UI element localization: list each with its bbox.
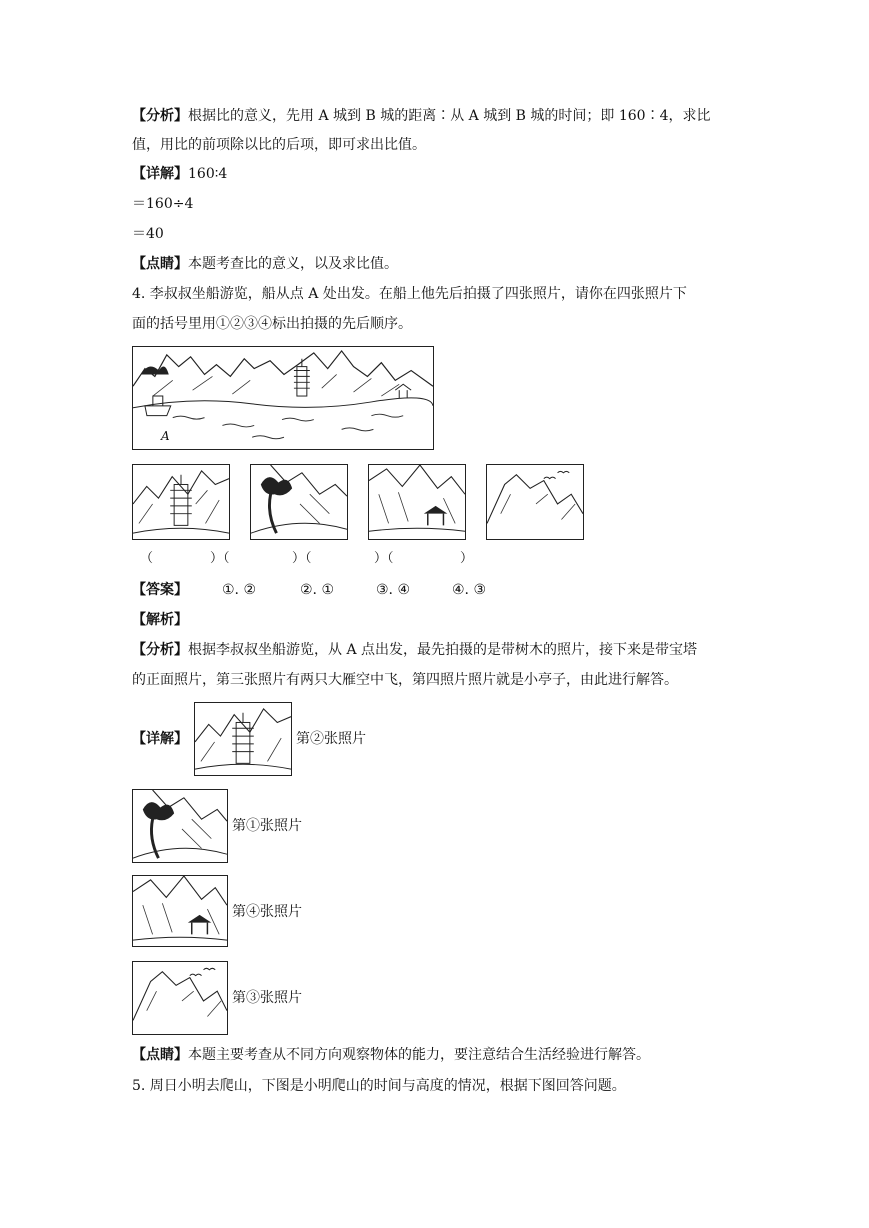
q4-stem-line1: 4. 李叔叔坐船游览，船从点 A 处出发。在船上他先后拍摄了四张照片，请你在四张照片下 <box>132 286 687 302</box>
q4-detail-tag: 【详解】 <box>132 731 188 747</box>
detail-pagoda-drawing <box>195 703 291 775</box>
geese-drawing <box>487 465 583 539</box>
paren-3: ）（ <box>292 551 312 566</box>
answer-1: ①. ② <box>222 582 257 598</box>
comment-tag: 【点睛】 <box>132 1047 188 1063</box>
q3-detail-line1 <box>132 164 227 184</box>
detail-photo-geese <box>132 961 228 1035</box>
comment-text: 本题主要考查从不同方向观察物体的能力，要注意结合生活经验进行解答。 <box>188 1047 650 1063</box>
detail-text: 160∶4 <box>188 166 228 182</box>
detail-photo-tree <box>132 789 228 863</box>
analysis-text: 根据比的意义，先用 A 城到 B 城的距离∶从 A 城到 B 城的时间；即 160∶4，求比 <box>188 108 711 124</box>
caption-photo-1: 第①张照片 <box>232 818 302 834</box>
lake-overview-picture <box>132 346 434 450</box>
tree-drawing <box>251 465 347 539</box>
q3-analysis-line2: 值，用比的前项除以比的后项，即可求出比值。 <box>132 137 426 153</box>
caption-photo-3: 第③张照片 <box>232 990 302 1006</box>
pagoda-drawing <box>133 465 229 539</box>
answer-4: ④. ③ <box>452 582 487 598</box>
detail-geese-drawing <box>133 962 227 1034</box>
detail-photo-pagoda <box>194 702 292 776</box>
q3-comment-line <box>132 254 398 274</box>
comment-text: 本题考查比的意义，以及求比值。 <box>188 256 398 272</box>
caption-photo-4: 第④张照片 <box>232 904 302 920</box>
answer-tag: 【答案】 <box>132 582 188 598</box>
detail-tag: 【详解】 <box>132 166 188 182</box>
paren-1: （ <box>140 551 154 566</box>
photo-geese <box>486 464 584 540</box>
analysis-tag: 【分析】 <box>132 108 188 124</box>
analysis-tag: 【分析】 <box>132 642 188 658</box>
pavilion-drawing <box>369 465 465 539</box>
answer-2: ②. ① <box>300 582 335 598</box>
q3-detail-line3: ＝40 <box>132 226 164 242</box>
detail-pavilion-drawing <box>133 876 227 946</box>
q5-stem: 5. 周日小明去爬山，下图是小明爬山的时间与高度的情况，根据下图回答问题。 <box>132 1078 626 1094</box>
q4-analysis-head: 【解析】 <box>132 612 188 628</box>
caption-photo-2: 第②张照片 <box>296 731 366 747</box>
q4-analysis-line1 <box>132 640 697 660</box>
photo-tree <box>250 464 348 540</box>
photo-pavilion <box>368 464 466 540</box>
detail-tree-drawing <box>133 790 227 862</box>
q3-detail-line2: ＝160÷4 <box>132 196 194 212</box>
analysis-text: 根据李叔叔坐船游览，从 A 点出发，最先拍摄的是带树木的照片，接下来是带宝塔 <box>188 642 698 658</box>
q3-analysis-line1 <box>132 106 710 126</box>
comment-tag: 【点睛】 <box>132 256 188 272</box>
answer-3: ③. ④ <box>376 582 411 598</box>
paren-2: ）（ <box>210 551 230 566</box>
q4-comment-line <box>132 1045 650 1065</box>
q4-analysis-line2: 的正面照片，第三张照片有两只大雁空中飞，第四照片照片就是小亭子，由此进行解答。 <box>132 672 678 688</box>
paren-5: ） <box>460 551 474 566</box>
photo-pagoda <box>132 464 230 540</box>
paren-4: ）（ <box>374 551 394 566</box>
point-a-label: A <box>161 429 170 443</box>
lake-overview-drawing <box>133 347 433 449</box>
q4-stem-line2: 面的括号里用①②③④标出拍摄的先后顺序。 <box>132 316 412 332</box>
detail-photo-pavilion <box>132 875 228 947</box>
